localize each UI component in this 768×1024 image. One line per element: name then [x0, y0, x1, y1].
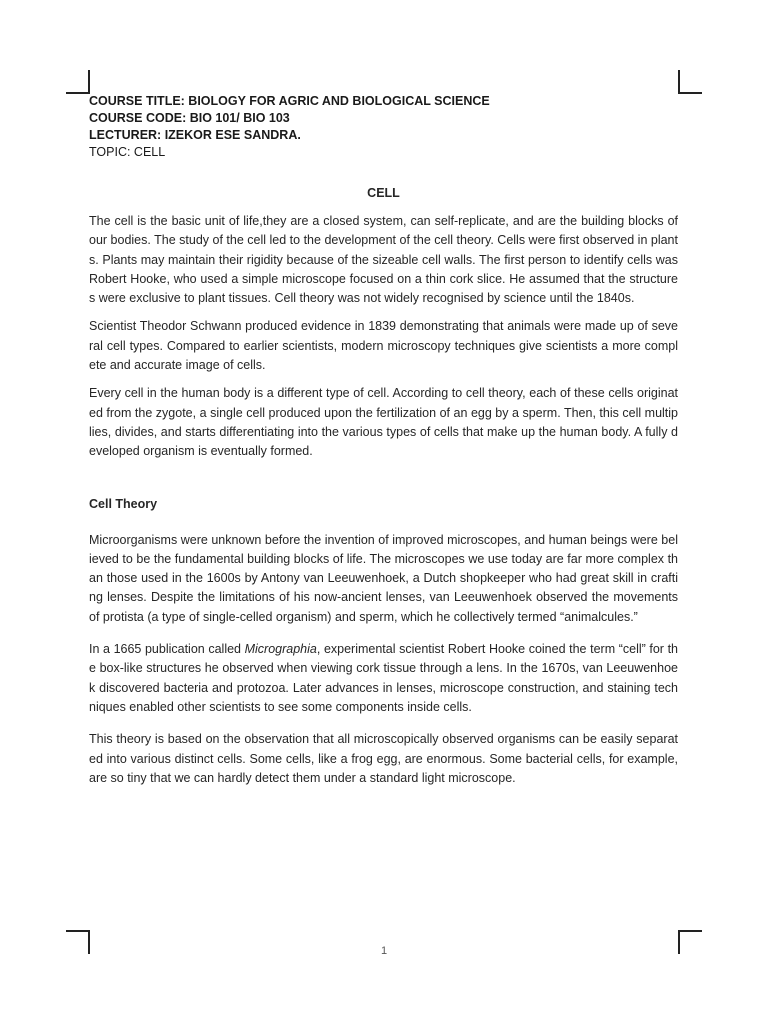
micrographia-title: Micrographia [244, 642, 317, 657]
crop-mark-top-left [66, 70, 90, 94]
hooke-text-after: , experimental scientist Robert Hooke coined the term “cell” for the box-like structures he observed when viewing cork tissue through a lens. In the 1670s, van Leeuwenhoek discovered bacteria and protozoa. Later advances in lenses, microscope construction, and staining techniques enabled other scientists to see some components inside cells. [89, 642, 678, 714]
paragraph-hooke [89, 640, 678, 717]
paragraph-intro: The cell is the basic unit of life,they are a closed system, can self-replicate, and are the building blocks of our bodies. The study of the cell led to the development of the cell theory. Cells were first observed in plants. Plants may maintain their rigidity because of the sizeable cell walls. The first person to identify cells was Robert Hooke, who used a simple microscope focused on a thin cork slice. He assumed that the structures were exclusive to plant tissues. Cell theory was not widely recognised by science until the 1840s. [89, 214, 678, 306]
paragraph-theory-basis: This theory is based on the observation that all microscopically observed organisms can be easily separated into various distinct cells. Some cells, like a frog egg, are enormous. Some bacterial cells, for example, are so tiny that we can hardly detect them under a standard light microscope. [89, 732, 678, 785]
hooke-text-before: In a 1665 publication called [89, 642, 245, 657]
paragraph-zygote: Every cell in the human body is a different type of cell. According to cell theory, each of these cells originated from the zygote, a single cell produced upon the fertilization of an egg by a sperm. Then, this cell multiplies, divides, and starts differentiating into the various types of cells that make up the human body. A fully developed organism is eventually formed. [89, 386, 678, 459]
document-page [89, 93, 678, 788]
paragraph-schwann: Scientist Theodor Schwann produced evidence in 1839 demonstrating that animals were made up of several cell types. Compared to earlier scientists, modern microscopy techniques give scientists a more complete and accurate image of cells. [89, 319, 678, 373]
course-code: COURSE CODE: BIO 101/ BIO 103 [89, 111, 290, 125]
page-number: 1 [380, 945, 388, 957]
lecturer: LECTURER: IZEKOR ESE SANDRA. [89, 128, 301, 142]
course-title: COURSE TITLE: BIOLOGY FOR AGRIC AND BIOLOGICAL SCIENCE [89, 94, 490, 108]
crop-mark-top-right [678, 70, 702, 94]
topic: TOPIC: CELL [89, 145, 166, 159]
document-title: CELL [367, 186, 400, 200]
paragraph-microorganisms: Microorganisms were unknown before the invention of improved microscopes, and human beings were believed to be the fundamental building blocks of life. The microscopes we use today are far more complex than those used in the 1600s by Antony van Leeuwenhoek, a Dutch shopkeeper who had great skill in crafting lenses. Despite the limitations of his now-ancient lenses, van Leeuwenhoek observed the movements of protista (a type of single-celled organism) and sperm, which he collectively termed “animalcules.” [89, 532, 678, 624]
section-heading: Cell Theory [89, 496, 158, 511]
